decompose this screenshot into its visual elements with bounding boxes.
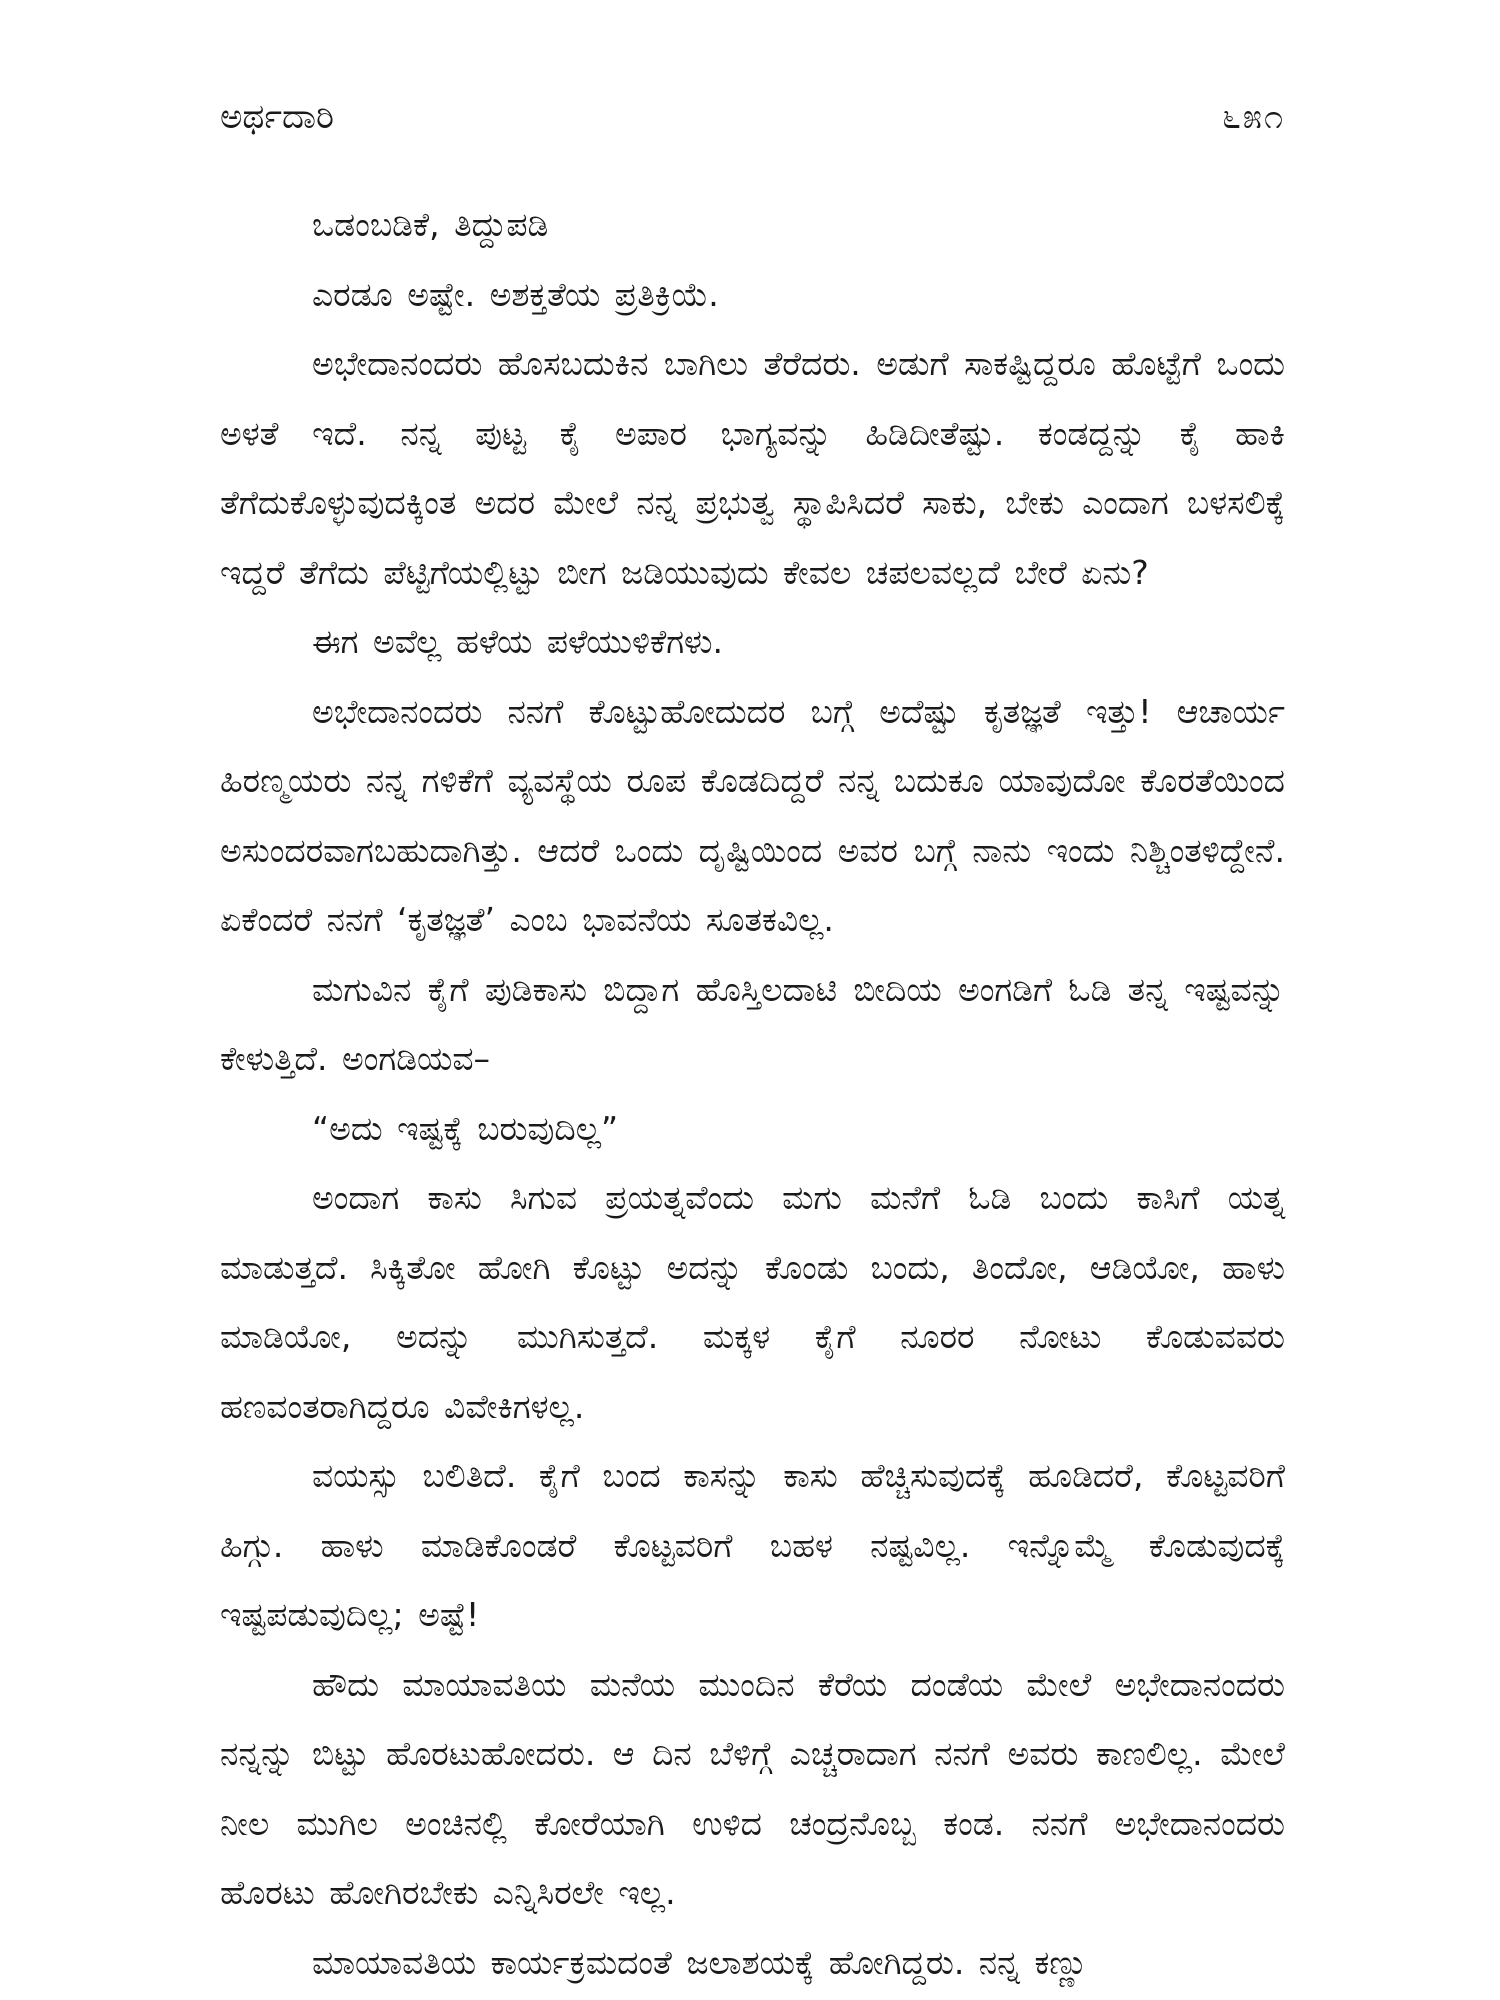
- paragraph: ಅಂದಾಗ ಕಾಸು ಸಿಗುವ ಪ್ರಯತ್ನವೆಂದು ಮಗು ಮನೆಗೆ ಓಡಿ ಬಂದು ಕಾಸಿಗೆ ಯತ್ನ ಮಾಡುತ್ತದೆ. ಸಿಕ್ಕಿತೋ ಹೋಗಿ ಕೊಟ್ಟು ಅದನ್ನು ಕೊಂಡು ಬಂದು, ತಿಂದೋ, ಆಡಿಯೋ, ಹಾಳು ಮಾಡಿಯೋ, ಅದನ್ನು ಮುಗಿಸುತ್ತದೆ. ಮಕ್ಕಳ ಕೈಗೆ ನೂರರ ನೋಟು ಕೊಡುವವರು ಹಣವಂತರಾಗಿದ್ದರೂ ವಿವೇಕಿಗಳಲ್ಲ.: [220, 1178, 1285, 1426]
- paragraph: ಒಡಂಬಡಿಕೆ, ತಿದ್ದುಪಡಿ: [312, 205, 549, 244]
- paragraph: ಮಾಯಾವತಿಯ ಕಾರ್ಯಕ್ರಮದಂತೆ ಜಲಾಶಯಕ್ಕೆ ಹೋಗಿದ್ದರು. ನನ್ನ ಕಣ್ಣು: [312, 1942, 1088, 1982]
- paragraph: ಮಗುವಿನ ಕೈಗೆ ಪುಡಿಕಾಸು ಬಿದ್ದಾಗ ಹೊಸ್ತಿಲದಾಟಿ ಬೀದಿಯ ಅಂಗಡಿಗೆ ಓಡಿ ತನ್ನ ಇಷ್ಟವನ್ನು ಕೇಳುತ್ತಿದೆ. ಅಂಗಡಿಯವ–: [220, 969, 1285, 1078]
- paragraph: ವಯಸ್ಸು ಬಲಿತಿದೆ. ಕೈಗೆ ಬಂದ ಕಾಸನ್ನು ಕಾಸು ಹೆಚ್ಚಿಸುವುದಕ್ಕೆ ಹೂಡಿದರೆ, ಕೊಟ್ಟವರಿಗೆ ಹಿಗ್ಗು. ಹಾಳು ಮಾಡಿಕೊಂಡರೆ ಕೊಟ್ಟವರಿಗೆ ಬಹಳ ನಷ್ಟವಿಲ್ಲ. ಇನ್ನೊಮ್ಮೆ ಕೊಡುವುದಕ್ಕೆ ಇಷ್ಟಪಡುವುದಿಲ್ಲ; ಅಷ್ಟೆ!: [220, 1456, 1285, 1634]
- body-text: [220, 190, 1285, 1997]
- paragraph: ಎರಡೂ ಅಷ್ಟೇ. ಅಶಕ್ತತೆಯ ಪ್ರತಿಕ್ರಿಯೆ.: [312, 274, 719, 314]
- running-title: ಅರ್ಥದಾರಿ: [220, 97, 334, 137]
- page-number: ೬೫೧: [1221, 97, 1285, 137]
- paragraph: ಅಭೇದಾನಂದರು ನನಗೆ ಕೊಟ್ಟುಹೋದುದರ ಬಗ್ಗೆ ಅದೆಷ್ಟು ಕೃತಜ್ಞತೆ ಇತ್ತು! ಆಚಾರ್ಯ ಹಿರಣ್ಮಯರು ನನ್ನ ಗಳಿಕೆಗೆ ವ್ಯವಸ್ಥೆಯ ರೂಪ ಕೊಡದಿದ್ದರೆ ನನ್ನ ಬದುಕೂ ಯಾವುದೋ ಕೊರತೆಯಿಂದ ಅಸುಂದರವಾಗಬಹುದಾಗಿತ್ತು. ಆದರೆ ಒಂದು ದೃಷ್ಟಿಯಿಂದ ಅವರ ಬಗ್ಗೆ ನಾನು ಇಂದು ನಿಶ್ಚಿಂತಳಿದ್ದೇನೆ. ಏಕೆಂದರೆ ನನಗೆ ‘ಕೃತಜ್ಞತೆ’ ಎಂಬ ಭಾವನೆಯ ಸೂತಕವಿಲ್ಲ.: [220, 691, 1285, 939]
- paragraph: ಅಭೇದಾನಂದರು ಹೊಸಬದುಕಿನ ಬಾಗಿಲು ತೆರೆದರು. ಅಡುಗೆ ಸಾಕಷ್ಟಿದ್ದರೂ ಹೊಟ್ಟೆಗೆ ಒಂದು ಅಳತೆ ಇದೆ. ನನ್ನ ಪುಟ್ಟ ಕೈ ಅಪಾರ ಭಾಗ್ಯವನ್ನು ಹಿಡಿದೀತೆಷ್ಟು. ಕಂಡದ್ದನ್ನು ಕೈ ಹಾಕಿ ತೆಗೆದುಕೊಳ್ಳುವುದಕ್ಕಿಂತ ಅದರ ಮೇಲೆ ನನ್ನ ಪ್ರಭುತ್ವ ಸ್ಥಾಪಿಸಿದರೆ ಸಾಕು, ಬೇಕು ಎಂದಾಗ ಬಳಸಲಿಕ್ಕೆ ಇದ್ದರೆ ತೆಗೆದು ಪೆಟ್ಟಿಗೆಯಲ್ಲಿಟ್ಟು ಬೀಗ ಜಡಿಯುವುದು ಕೇವಲ ಚಪಲವಲ್ಲದೆ ಬೇರೆ ಏನು?: [220, 344, 1285, 592]
- paragraph: ಹೌದು ಮಾಯಾವತಿಯ ಮನೆಯ ಮುಂದಿನ ಕೆರೆಯ ದಂಡೆಯ ಮೇಲೆ ಅಭೇದಾನಂದರು ನನ್ನನ್ನು ಬಿಟ್ಟು ಹೊರಟುಹೋದರು. ಆ ದಿನ ಬೆಳಿಗ್ಗೆ ಎಚ್ಚರಾದಾಗ ನನಗೆ ಅವರು ಕಾಣಲಿಲ್ಲ. ಮೇಲೆ ನೀಲ ಮುಗಿಲ ಅಂಚಿನಲ್ಲಿ ಕೋರೆಯಾಗಿ ಉಳಿದ ಚಂದ್ರನೊಬ್ಬ ಕಂಡ. ನನಗೆ ಅಭೇದಾನಂದರು ಹೊರಟು ಹೋಗಿರಬೇಕು ಎನ್ನಿಸಿರಲೇ ಇಲ್ಲ.: [220, 1664, 1285, 1912]
- running-header: [220, 92, 1285, 142]
- paragraph: “ಅದು ಇಷ್ಟಕ್ಕೆ ಬರುವುದಿಲ್ಲ”: [312, 1108, 619, 1148]
- paragraph: ಈಗ ಅವೆಲ್ಲ ಹಳೆಯ ಪಳೆಯುಳಿಕೆಗಳು.: [312, 622, 723, 661]
